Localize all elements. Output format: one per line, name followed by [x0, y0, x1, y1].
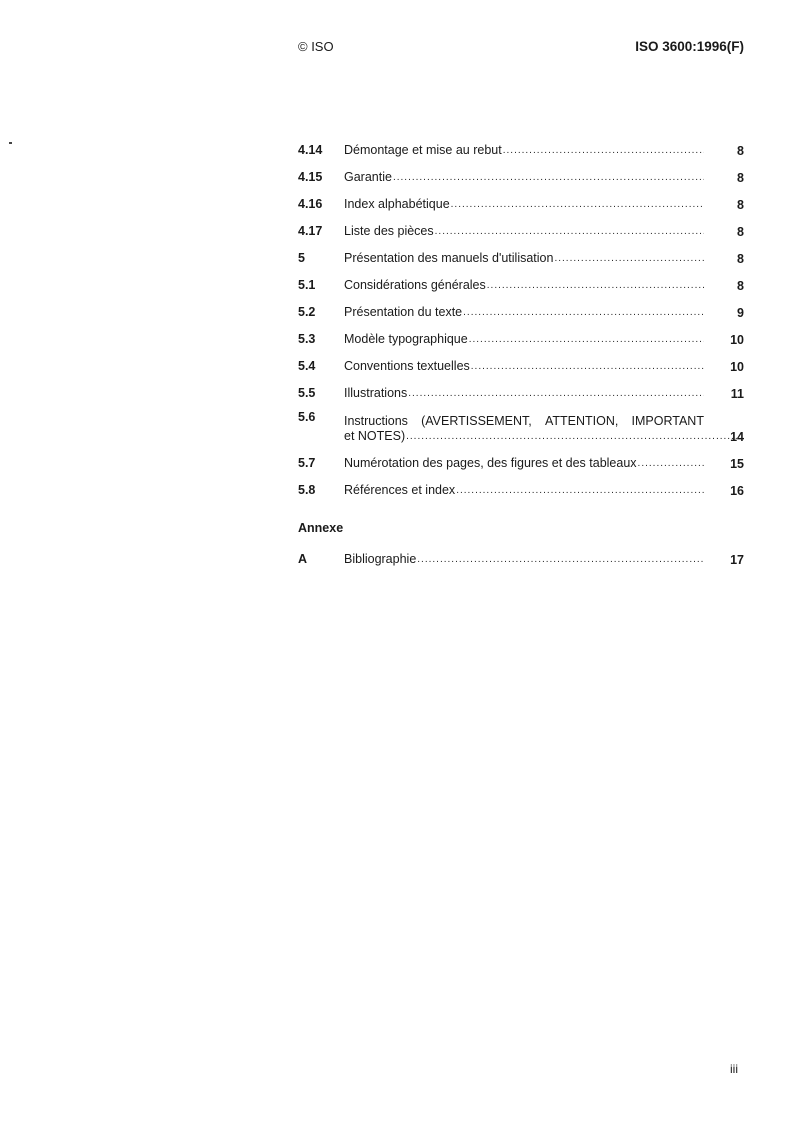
annex-heading: Annexe	[298, 521, 344, 535]
toc-entry[interactable]	[298, 132, 744, 159]
toc-entry-page: 8	[737, 144, 744, 158]
leader-dots	[393, 171, 704, 184]
toc-entry[interactable]	[298, 375, 744, 402]
toc-entry-number: 5.8	[298, 483, 316, 497]
leader-dots	[451, 198, 704, 211]
toc-entry-page: 11	[730, 387, 744, 401]
toc-entry-title-line2: et NOTES)	[344, 429, 406, 443]
toc-entry-number: 5.2	[298, 305, 316, 319]
title-word: Instructions	[344, 414, 408, 428]
scan-speck	[9, 142, 12, 144]
toc-entry[interactable]	[298, 267, 744, 294]
toc-entry-page: 14	[730, 430, 744, 444]
title-word: (AVERTISSEMENT,	[421, 414, 532, 428]
toc-entry-title-line1	[344, 414, 744, 429]
title-word: ATTENTION,	[544, 414, 619, 428]
leader-dots	[638, 457, 704, 470]
toc-entry-title: Références et index	[344, 483, 456, 497]
annex-entry-title: Bibliographie	[344, 552, 417, 566]
toc-entry-number: 5.7	[298, 456, 316, 470]
toc-entry-title: Démontage et mise au rebut	[344, 143, 502, 157]
toc-entry-number: 5.3	[298, 332, 316, 346]
leader-dots	[487, 279, 704, 292]
toc-entry-page: 8	[737, 252, 744, 266]
leader-dots	[471, 360, 704, 373]
toc-entry[interactable]	[298, 240, 744, 267]
toc-entry[interactable]	[298, 294, 744, 321]
toc-entry-page: 10	[730, 333, 744, 347]
table-of-contents	[298, 132, 744, 568]
toc-entry-page: 10	[730, 360, 744, 374]
toc-entry-number: 5.4	[298, 359, 316, 373]
toc-entry[interactable]	[298, 402, 744, 445]
toc-entry-title: Liste des pièces	[344, 224, 434, 238]
title-word: IMPORTANT	[631, 414, 704, 428]
toc-entry-title: Illustrations	[344, 386, 408, 400]
toc-entry[interactable]	[298, 159, 744, 186]
leader-dots	[554, 252, 704, 265]
toc-entry[interactable]	[298, 348, 744, 375]
toc-entry[interactable]	[298, 445, 744, 472]
toc-entry-title: Considérations générales	[344, 278, 486, 292]
toc-entry-page: 16	[730, 484, 744, 498]
toc-entry-page: 8	[737, 171, 744, 185]
toc-entry-title: Présentation des manuels d'utilisation	[344, 251, 554, 265]
toc-entry-title: Présentation du texte	[344, 305, 463, 319]
annex-entry[interactable]	[298, 541, 744, 568]
leader-dots	[408, 387, 704, 400]
toc-entry[interactable]	[298, 321, 744, 348]
leader-dots	[406, 430, 744, 443]
toc-entry[interactable]	[298, 213, 744, 240]
toc-entry-title: Garantie	[344, 170, 392, 184]
toc-entry-number: 5.1	[298, 278, 316, 292]
leader-dots	[456, 484, 704, 497]
leader-dots	[435, 225, 704, 238]
annex-entry-page: 17	[730, 553, 744, 567]
toc-entry-title: Index alphabétique	[344, 197, 450, 211]
leader-dots	[463, 306, 704, 319]
toc-entry-number: 4.17	[298, 224, 323, 238]
toc-entry-title: Modèle typographique	[344, 332, 468, 346]
toc-entry-page: 9	[737, 306, 744, 320]
toc-entry-number: 5	[298, 251, 305, 265]
toc-entry-number: 4.14	[298, 143, 323, 157]
leader-dots	[503, 144, 704, 157]
footer-page-number: iii	[730, 1062, 738, 1076]
toc-entry-page: 8	[737, 198, 744, 212]
toc-entry-page: 8	[737, 225, 744, 239]
leader-dots	[469, 333, 704, 346]
toc-entry-title: Conventions textuelles	[344, 359, 470, 373]
toc-entry-page: 15	[730, 457, 744, 471]
header-copyright: © ISO	[298, 39, 334, 54]
toc-entry-number: 5.6	[298, 410, 316, 424]
toc-entry[interactable]	[298, 186, 744, 213]
toc-entry-title: Numérotation des pages, des figures et des tableaux	[344, 456, 637, 470]
toc-entry-page: 8	[737, 279, 744, 293]
leader-dots	[417, 553, 704, 566]
toc-entry-number: 4.16	[298, 197, 323, 211]
annex-entry-letter: A	[298, 552, 308, 566]
toc-entry-number: 5.5	[298, 386, 316, 400]
header-document-id: ISO 3600:1996(F)	[635, 39, 744, 54]
toc-entry[interactable]	[298, 472, 744, 499]
toc-entry-number: 4.15	[298, 170, 323, 184]
